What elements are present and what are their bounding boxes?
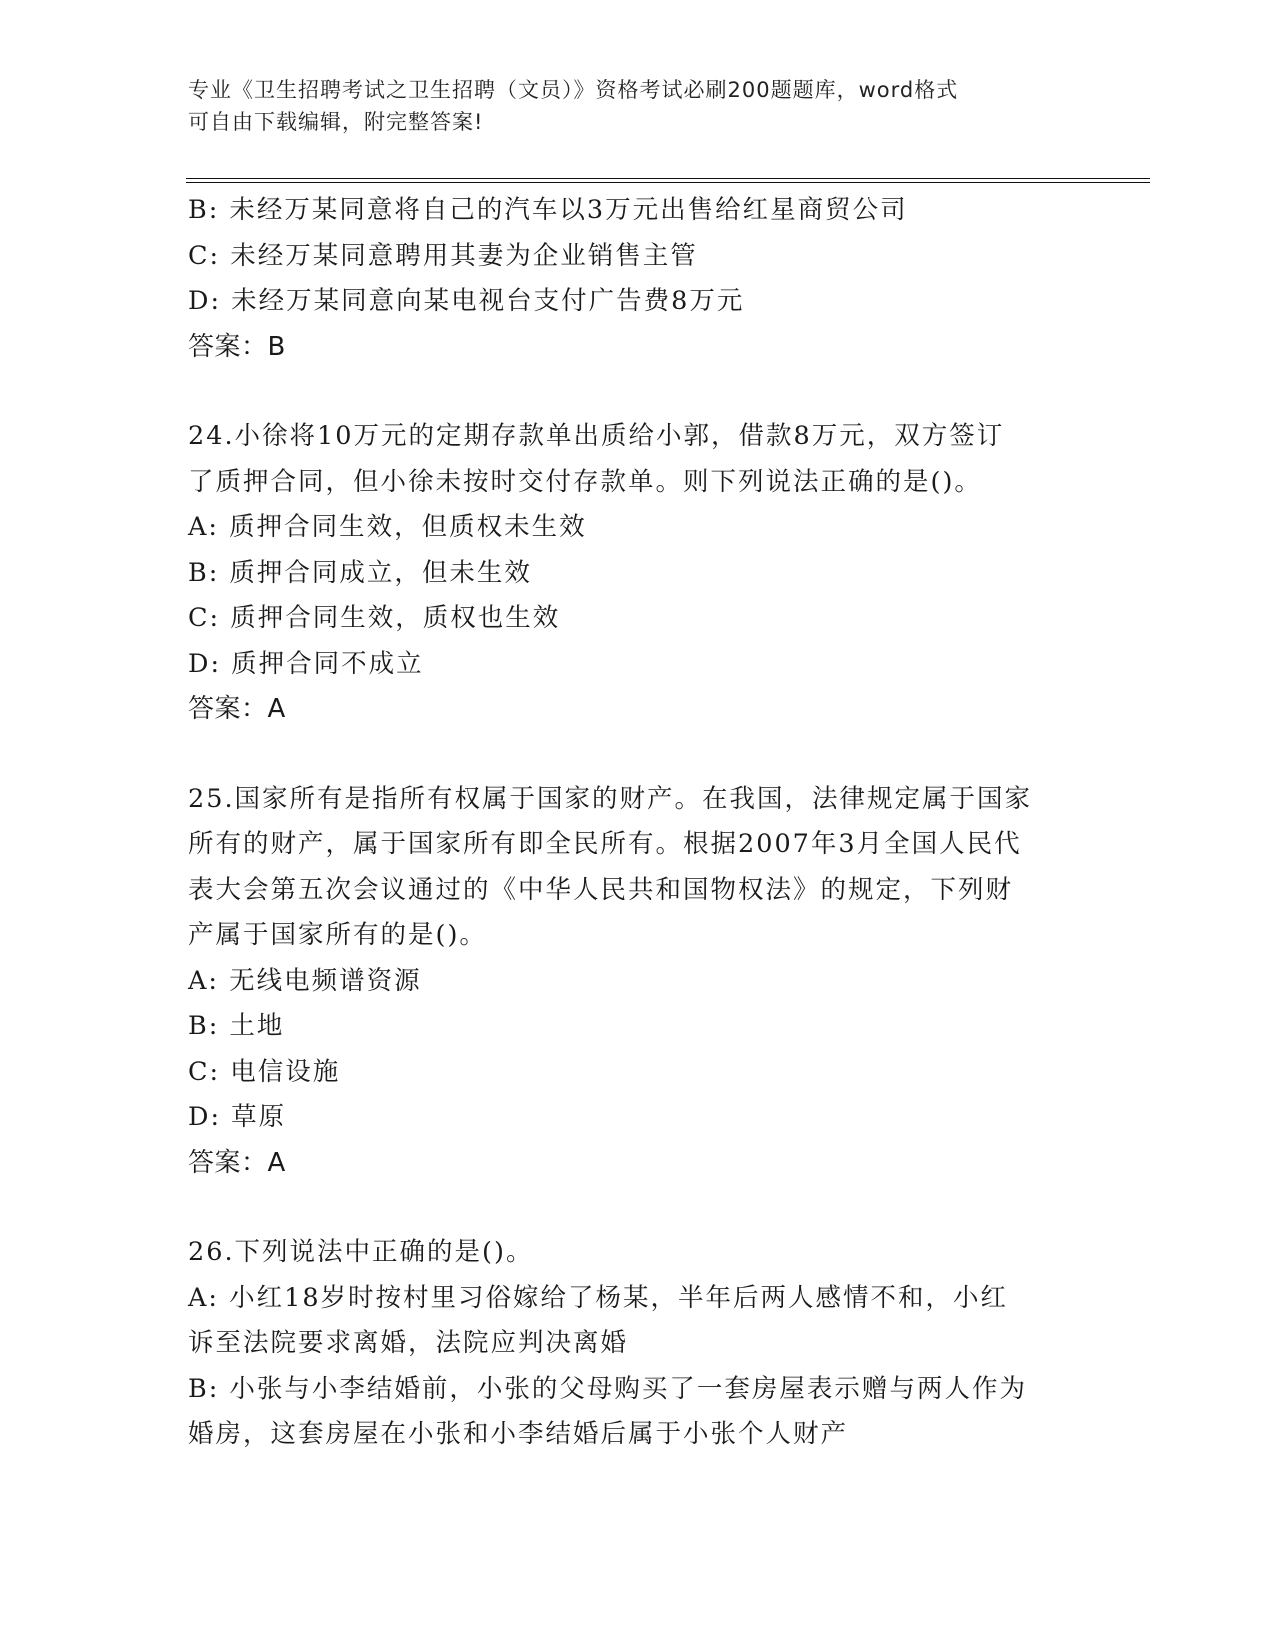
header-divider-top [186,178,1150,179]
option-c: C: 质押合同生效，质权也生效 [188,603,561,633]
question-stem: 所有的财产，属于国家所有即全民所有。根据2007年3月全国人民代 [188,829,1022,859]
option-d: D: 草原 [188,1102,287,1132]
question-list [188,188,1088,1458]
option-b: B: 小张与小李结婚前，小张的父母购买了一套房屋表示赠与两人作为 [188,1373,1027,1404]
question-stem: 26.下列说法中正确的是()。 [188,1237,534,1267]
option-a: A: 质押合同生效，但质权未生效 [188,512,587,542]
option-c: C: 未经万某同意聘用其妻为企业销售主管 [188,240,698,271]
answer-line: 答案：A [188,694,286,724]
question-stem: 产属于国家所有的是()。 [188,920,487,950]
header-title-line-1: 专业《卫生招聘考试之卫生招聘（文员）》资格考试必刷200题题库，word格式 [188,78,959,102]
question-26 [188,1230,1088,1458]
question-spacer [188,370,1088,414]
option-a: A: 小红18岁时按村里习俗嫁给了杨某，半年后两人感情不和，小红 [188,1282,1009,1313]
question-spacer [188,733,1088,777]
page-header [188,74,1068,138]
option-d: D: 质押合同不成立 [188,648,424,679]
question-25 [188,777,1088,1187]
option-d: D: 未经万某同意向某电视台支付广告费8万元 [188,286,745,316]
question-spacer [188,1186,1088,1230]
answer-line: 答案：B [188,331,286,362]
option-b: B: 未经万某同意将自己的汽车以3万元出售给红星商贸公司 [188,195,908,225]
question-24 [188,414,1088,733]
option-b-continued: 婚房，这套房屋在小张和小李结婚后属于小张个人财产 [188,1419,849,1449]
option-a-continued: 诉至法院要求离婚，法院应判决离婚 [188,1328,629,1358]
question-23-tail [188,188,1088,370]
answer-line: 答案：A [188,1147,286,1178]
option-b: B: 质押合同成立，但未生效 [188,557,532,588]
header-divider-bottom [186,182,1150,183]
question-stem: 了质押合同，但小徐未按时交付存款单。则下列说法正确的是()。 [188,466,982,497]
header-title-line-2: 可自由下载编辑，附完整答案! [188,110,484,134]
question-stem: 表大会第五次会议通过的《中华人民共和国物权法》的规定，下列财 [188,874,1014,905]
question-stem: 24.小徐将10万元的定期存款单出质给小郭，借款8万元，双方签订 [188,421,1005,451]
option-c: C: 电信设施 [188,1056,341,1087]
question-stem: 25.国家所有是指所有权属于国家的财产。在我国，法律规定属于国家 [188,783,1033,814]
option-b: B: 土地 [188,1011,285,1041]
option-a: A: 无线电频谱资源 [188,965,422,996]
